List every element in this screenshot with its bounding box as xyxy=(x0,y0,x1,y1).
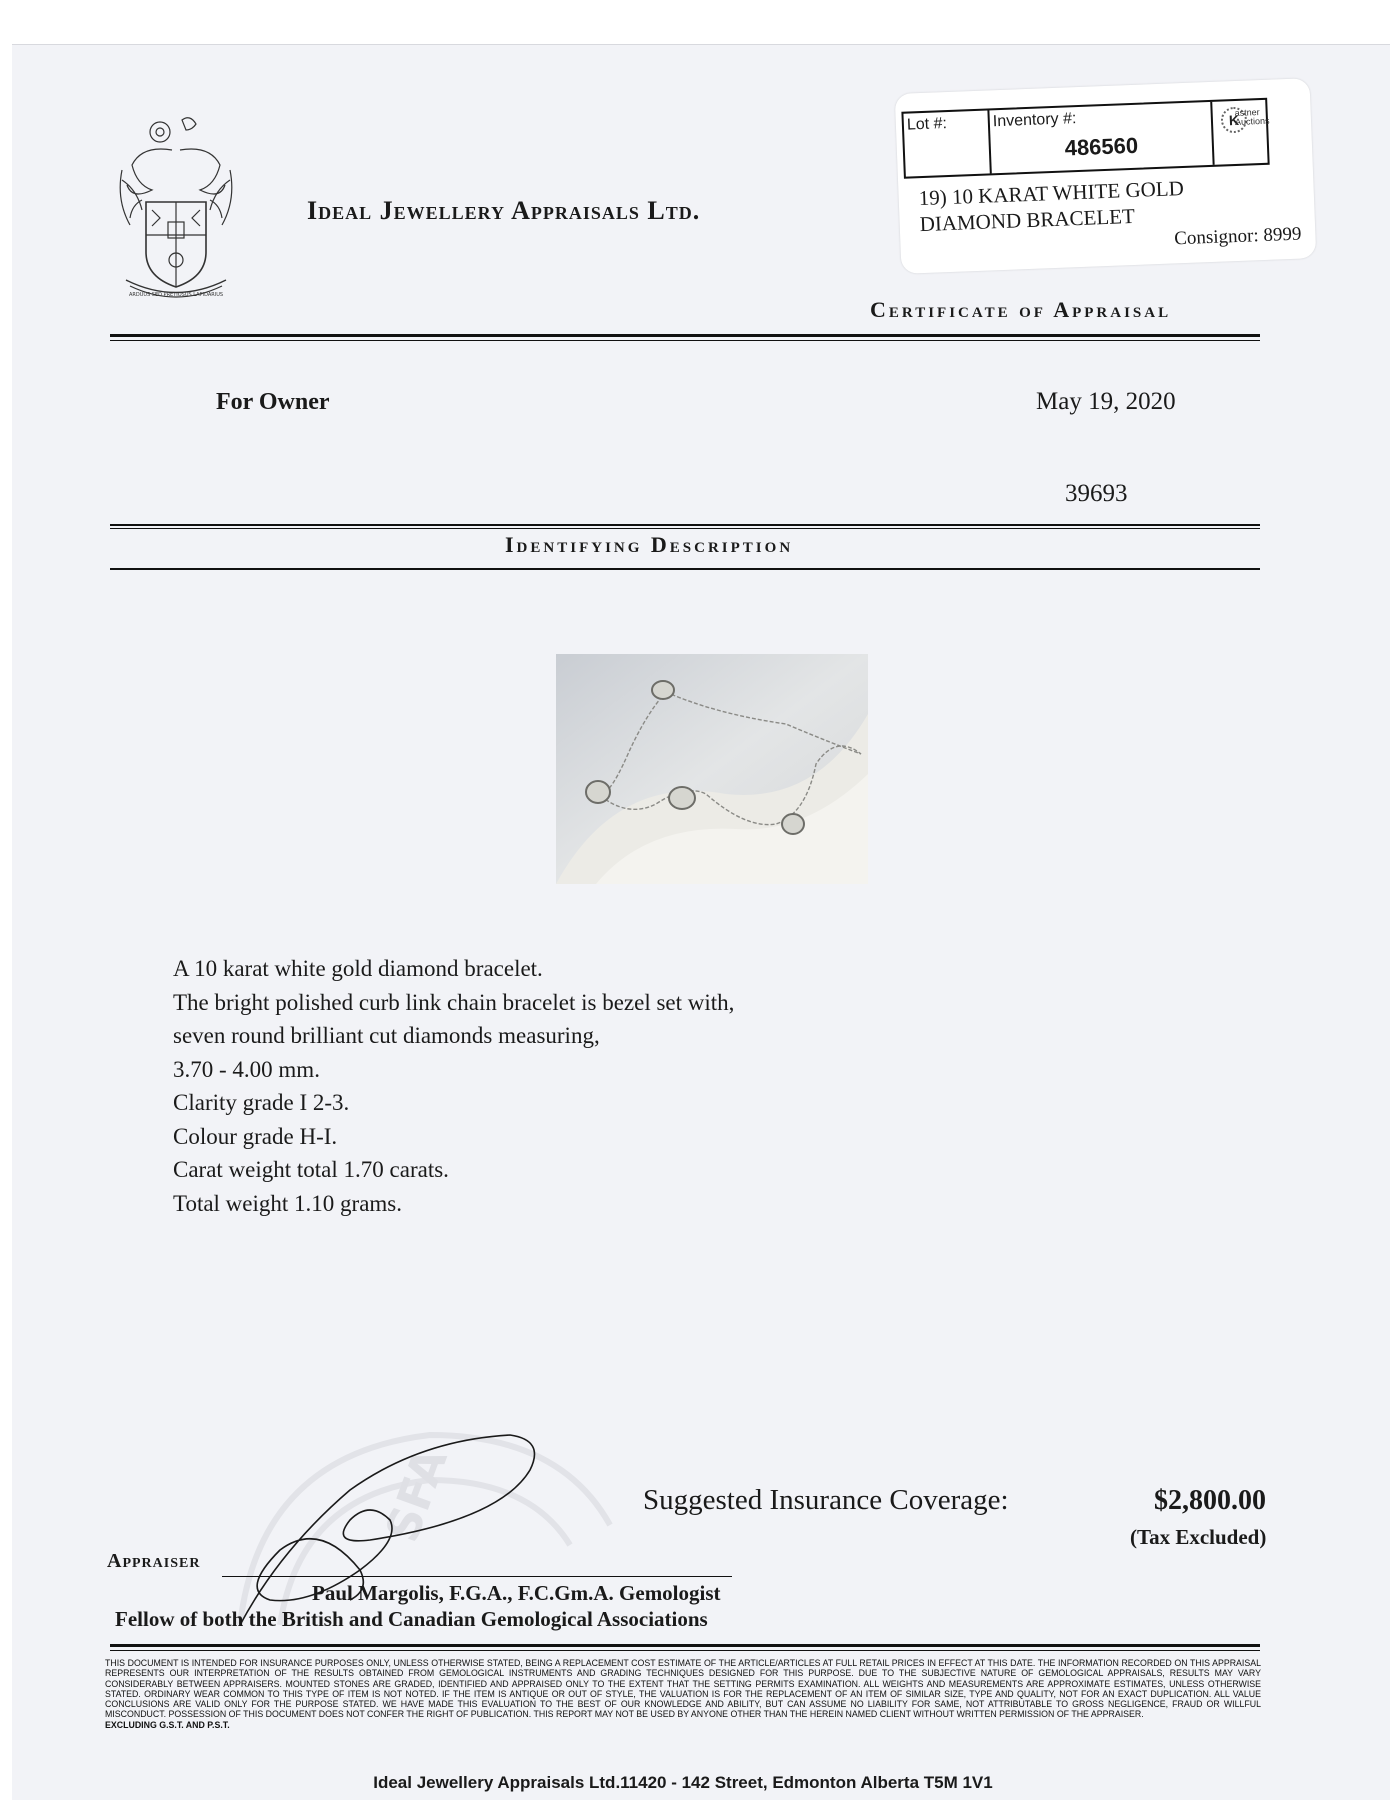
lot-cell xyxy=(903,110,991,176)
appraiser-fellowship: Fellow of both the British and Canadian Gemological Associations xyxy=(115,1607,708,1631)
emboss-text: SFA xyxy=(374,1441,458,1549)
company-name: Ideal Jewellery Appraisals Ltd. xyxy=(307,196,701,225)
sticker-description xyxy=(918,175,1185,237)
description-line: 3.70 - 4.00 mm. xyxy=(173,1056,320,1082)
description-line: The bright polished curb link chain bracelet is bezel set with, xyxy=(173,989,735,1015)
auction-sticker xyxy=(895,78,1317,274)
appraisal-date: May 19, 2020 xyxy=(1036,388,1176,415)
consignor: Consignor: 8999 xyxy=(1173,223,1302,250)
inventory-label: Inventory #: xyxy=(992,110,1077,131)
divider xyxy=(110,1644,1260,1647)
divider xyxy=(110,1650,1260,1651)
crest-motto: ARDUUS SED PRETIOSUS LAPIDARIUS xyxy=(128,292,224,298)
insurance-label: Suggested Insurance Coverage: xyxy=(643,1484,1009,1516)
tax-note: (Tax Excluded) xyxy=(1130,1525,1267,1549)
sticker-description-line: DIAMOND BRACELET xyxy=(919,203,1136,237)
description-line: A 10 karat white gold diamond bracelet. xyxy=(173,956,543,981)
section-title: Identifying Description xyxy=(505,532,794,557)
signature-line xyxy=(222,1576,732,1577)
description-line: Total weight 1.10 grams. xyxy=(173,1190,402,1216)
divider xyxy=(110,340,1260,341)
coat-of-arms-logo xyxy=(112,110,240,305)
insurance-value: $2,800.00 xyxy=(1154,1485,1266,1516)
sticker-description-line: 19) 10 KARAT WHITE GOLD xyxy=(918,176,1185,211)
bracelet-photo xyxy=(556,654,868,884)
divider xyxy=(110,568,1260,570)
owner-label: For Owner xyxy=(216,389,330,415)
description-line: seven round brilliant cut diamonds measuring, xyxy=(173,1023,600,1048)
disclaimer-tail: EXCLUDING G.S.T. AND P.S.T. xyxy=(105,1719,230,1730)
auction-logo-text xyxy=(1235,108,1270,127)
sticker-grid xyxy=(901,98,1269,179)
divider xyxy=(110,524,1260,526)
lot-label: Lot #: xyxy=(906,115,948,134)
appraiser-name: Paul Margolis, F.G.A., F.C.Gm.A. Gemologist xyxy=(312,1581,721,1605)
logo-text-line1: astner xyxy=(1234,107,1260,118)
divider xyxy=(110,334,1260,337)
logo-text-line2: Auctions xyxy=(1234,115,1270,127)
auction-logo-icon: K xyxy=(1220,107,1247,134)
description-line: Colour grade H-I. xyxy=(173,1123,338,1149)
divider xyxy=(110,528,1260,529)
certificate-title: Certificate of Appraisal xyxy=(870,297,1172,322)
footer-address: Ideal Jewellery Appraisals Ltd.11420 - 142 Street, Edmonton Alberta T5M 1V1 xyxy=(373,1773,993,1792)
appraisal-number: 39693 xyxy=(1065,480,1128,507)
item-description xyxy=(173,952,734,1220)
legal-disclaimer xyxy=(105,1658,1261,1730)
inventory-number: 486560 xyxy=(1064,132,1139,161)
auction-logo xyxy=(1212,100,1270,165)
description-line: Clarity grade I 2-3. xyxy=(173,1090,350,1115)
appraiser-label: Appraiser xyxy=(107,1550,201,1572)
disclaimer-body: THIS DOCUMENT IS INTENDED FOR INSURANCE PURPOSES ONLY, UNLESS OTHERWISE STATED, BEING A REPLACEMENT COST ESTIMATE OF THE ARTICLE/ARTICLES AT FULL RETAIL PRICES IN EFFECT AT THIS DATE. THE INFORMATION RECORDED ON THIS APPRAISAL REPRESENTS OUR INTERPRETATION OF THE RESULTS OBTAINED FROM GEMOLOGICAL INSTRUMENTS AND GRADING TECHNIQUES DESIGNED FOR THIS PURPOSE. DUE TO THE SUBJECTIVE NATURE OF GEMOLOGICAL APPRAISALS, RESULTS MAY VARY CONSIDERABLY BETWEEN APPRAISERS. MOUNTED STONES ARE GRADED, IDENTIFIED AND APPRAISED ONLY TO THE EXTENT THAT THE SETTING PERMITS EXAMINATION. ALL WEIGHTS AND MEASUREMENTS ARE APPROXIMATE ESTIMATES, UNLESS OTHERWISE STATED. ORDINARY WEAR COMMON TO THIS TYPE OF ITEM IS NOT NOTED. IF THE ITEM IS ANTIQUE OR OUT OF STYLE, THE VALUATION IS FOR THE REPLACEMENT OF AN ITEM OF SIMILAR SIZE, TYPE AND QUALITY, NOT FOR AN EXACT DUPLICATION. ALL VALUE CONCLUSIONS ARE VALID ONLY FOR THE PURPOSE STATED. WE HAVE MADE THIS EVALUATION TO THE BEST OF OUR KNOWLEDGE AND ABILITY, BUT CAN ASSUME NO LIABILITY FOR SAME, NOT ATTRIBUTABLE TO GROSS NEGLIGENCE, FRAUD OR WILLFUL MISCONDUCT. POSSESSION OF THIS DOCUMENT DOES NOT CONFER THE RIGHT OF PUBLICATION. THIS REPORT MAY NOT BE USED BY ANYONE OTHER THAN THE HEREIN NAMED CLIENT WITHOUT WRITTEN PERMISSION OF THE APPRAISER. xyxy=(105,1658,1261,1720)
description-line: Carat weight total 1.70 carats. xyxy=(173,1157,449,1182)
inventory-cell xyxy=(989,102,1214,174)
